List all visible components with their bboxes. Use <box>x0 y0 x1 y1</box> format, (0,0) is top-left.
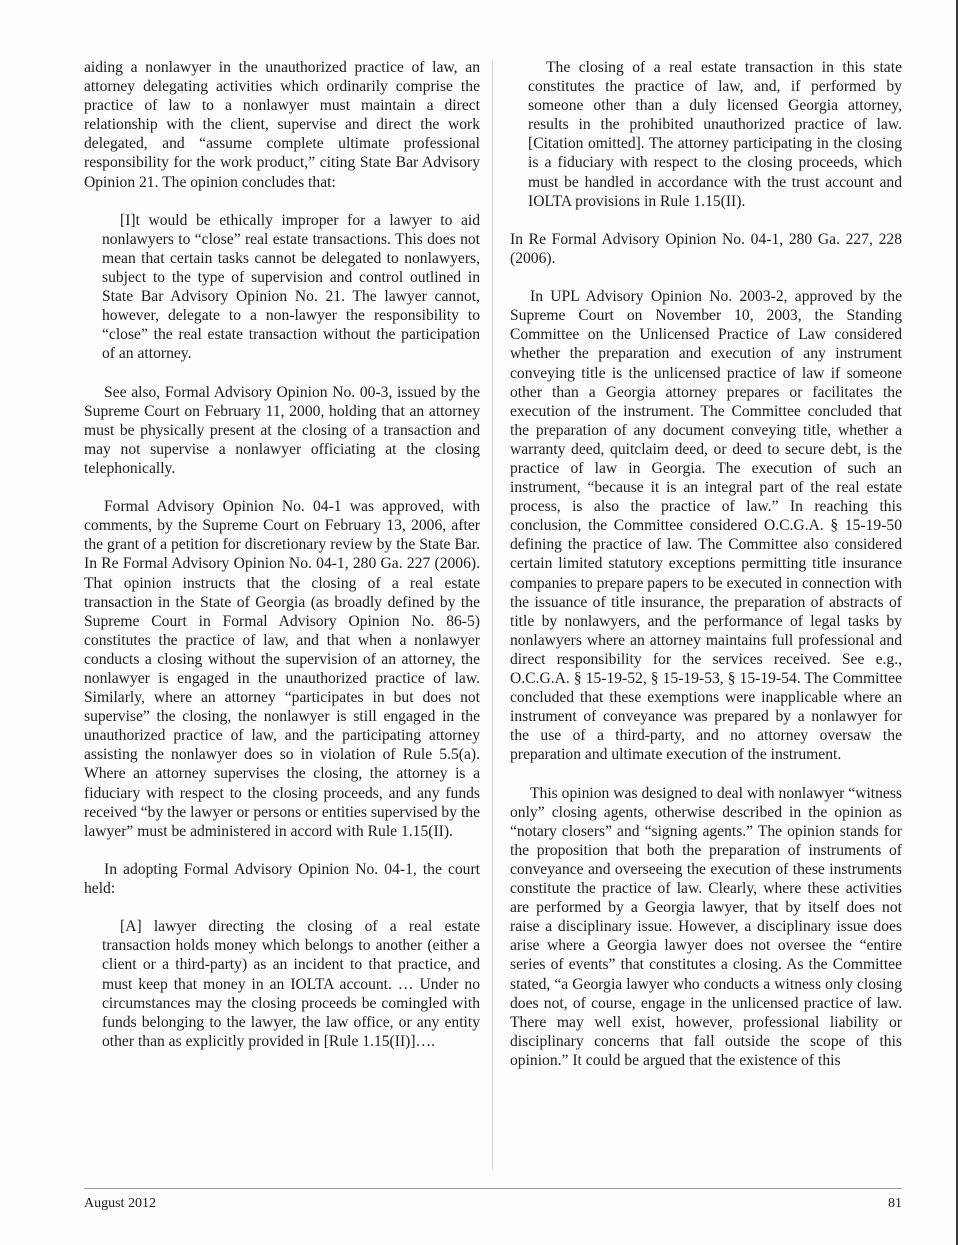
page-number: 81 <box>888 1196 902 1211</box>
paragraph: This opinion was designed to deal with nonlawyer “witness only” closing agents, otherwise described in the opinion as “notary closers” and “signing agents.” The opinion stands for the proposition that both the preparation of instruments of conveyance and overseeing the execution of these instruments constitute the practice of law. Clearly, where these activities are performed by a Georgia lawyer, that by itself does not raise a disciplinary issue. However, a disciplinary issue does arise where a Georgia lawyer does not oversee the “entire series of events” that constitutes a closing. As the Committee stated, “a Georgia lawyer who conducts a witness only closing does not, of course, engage in the unlicensed practice of law. There may well exist, however, professional liability or disciplinary concerns that fall outside the scope of this opinion.” It could be argued that the existence of this <box>510 784 902 1069</box>
paragraph: Formal Advisory Opinion No. 04-1 was approved, with comments, by the Supreme Court on February 13, 2006, after the grant of a petition for discretionary review by the State Bar. In Re Formal Advisory Opinion No. 04-1, 280 Ga. 227 (2006). That opinion instructs that the closing of a real estate transaction in the State of Georgia (as broadly defined by the Supreme Court in Formal Advisory Opinion No. 86-5) constitutes the practice of law, and that when a nonlawyer conducts a closing without the supervision of an attorney, the nonlawyer is engaged in the unauthorized practice of law. Similarly, where an attorney “participates in but does not supervise” the closing, the nonlawyer is still engaged in the unauthorized practice of law, and the participating attorney assisting the nonlawyer does so in violation of Rule 5.5(a). Where an attorney supervises the closing, the attorney is a fiduciary with respect to the closing proceeds, and any funds received “by the lawyer or persons or entities supervised by the lawyer” must be administered in accord with Rule 1.15(II). <box>84 498 480 840</box>
paragraph: In UPL Advisory Opinion No. 2003-2, approved by the Supreme Court on November 10, 2003, the Standing Committee on the Unlicensed Practice of Law considered whether the preparation and execution of any instrument conveying title is the unlicensed practice of law if someone other than a Georgia attorney prepares or facilitates the execution of the instrument. The Committee concluded that the preparation of any document conveying title, whether a warranty deed, quitclaim deed, or deed to secure debt, is the practice of law in Georgia. The execution of such an instrument, “because it is an integral part of the real estate process, is also the practice of law.” In reaching this conclusion, the Committee considered O.C.G.A. § 15-19-50 defining the practice of law. The Committee also considered certain limited statutory exceptions permitting title insurance companies to prepare papers to be executed in connection with the issuance of title insurance, the preparation of abstracts of title by nonlawyers, and the performance of legal tasks by nonlawyers where an attorney maintains full professional and direct responsibility for the services received. See e.g., O.C.G.A. § 15-19-52, § 15-19-53, § 15-19-54. The Committee concluded that these exemptions were inapplicable where an instrument of conveyance was prepared by a nonlawyer for the use of a third-party, and no attorney oversaw the preparation and ultimate execution of the instrument. <box>510 288 902 764</box>
left-column <box>84 58 480 1070</box>
right-column <box>510 58 902 1089</box>
block-quote: [A] lawyer directing the closing of a real estate transaction holds money which belongs to another (either a client or a third-party) as an incident to that practice, and must keep that money in an IOLTA account. … Under no circumstances may the closing proceeds be comingled with funds belonging to the lawyer, the law office, or any entity other than as explicitly provided in [Rule 1.15(II)]…. <box>102 918 480 1050</box>
block-quote: [I]t would be ethically improper for a lawyer to aid nonlawyers to “close” real estate transactions. This does not mean that certain tasks cannot be delegated to nonlawyers, subject to the type of supervision and control outlined in State Bar Advisory Opinion No. 21. The lawyer cannot, however, delegate to a non-lawyer the responsibility to “close” the real estate transaction without the participation of an attorney. <box>102 211 480 363</box>
paragraph: aiding a nonlawyer in the unauthorized practice of law, an attorney delegating activities which ordinarily comprise the practice of law to a nonlawyer must maintain a direct relationship with the client, supervise and direct the work delegated, and “assume complete ultimate professional responsibility for the work product,” citing State Bar Advisory Opinion 21. The opinion concludes that: <box>84 59 480 191</box>
citation: In Re Formal Advisory Opinion No. 04-1, 280 Ga. 227, 228 (2006). <box>510 230 902 267</box>
footer-date: August 2012 <box>84 1196 156 1211</box>
paragraph: In adopting Formal Advisory Opinion No. 04-1, the court held: <box>84 860 480 898</box>
block-quote: The closing of a real estate transaction in this state constitutes the practice of law, and, if performed by someone other than a duly licensed Georgia attorney, results in the prohibited unauthorized practice of law. [Citation omitted]. The attorney participating in the closing is a fiduciary with respect to the closing proceeds, which must be handled in accordance with the trust account and IOLTA provisions in Rule 1.15(II). <box>528 59 902 210</box>
page-edge-rule <box>956 0 958 1245</box>
footer-rule <box>84 1188 902 1189</box>
paragraph: See also, Formal Advisory Opinion No. 00-3, issued by the Supreme Court on February 11, 2000, holding that an attorney must be physically present at the closing of a transaction and may not supervise a nonlawyer officiating at the closing telephonically. <box>84 383 480 477</box>
column-divider <box>492 60 493 1170</box>
